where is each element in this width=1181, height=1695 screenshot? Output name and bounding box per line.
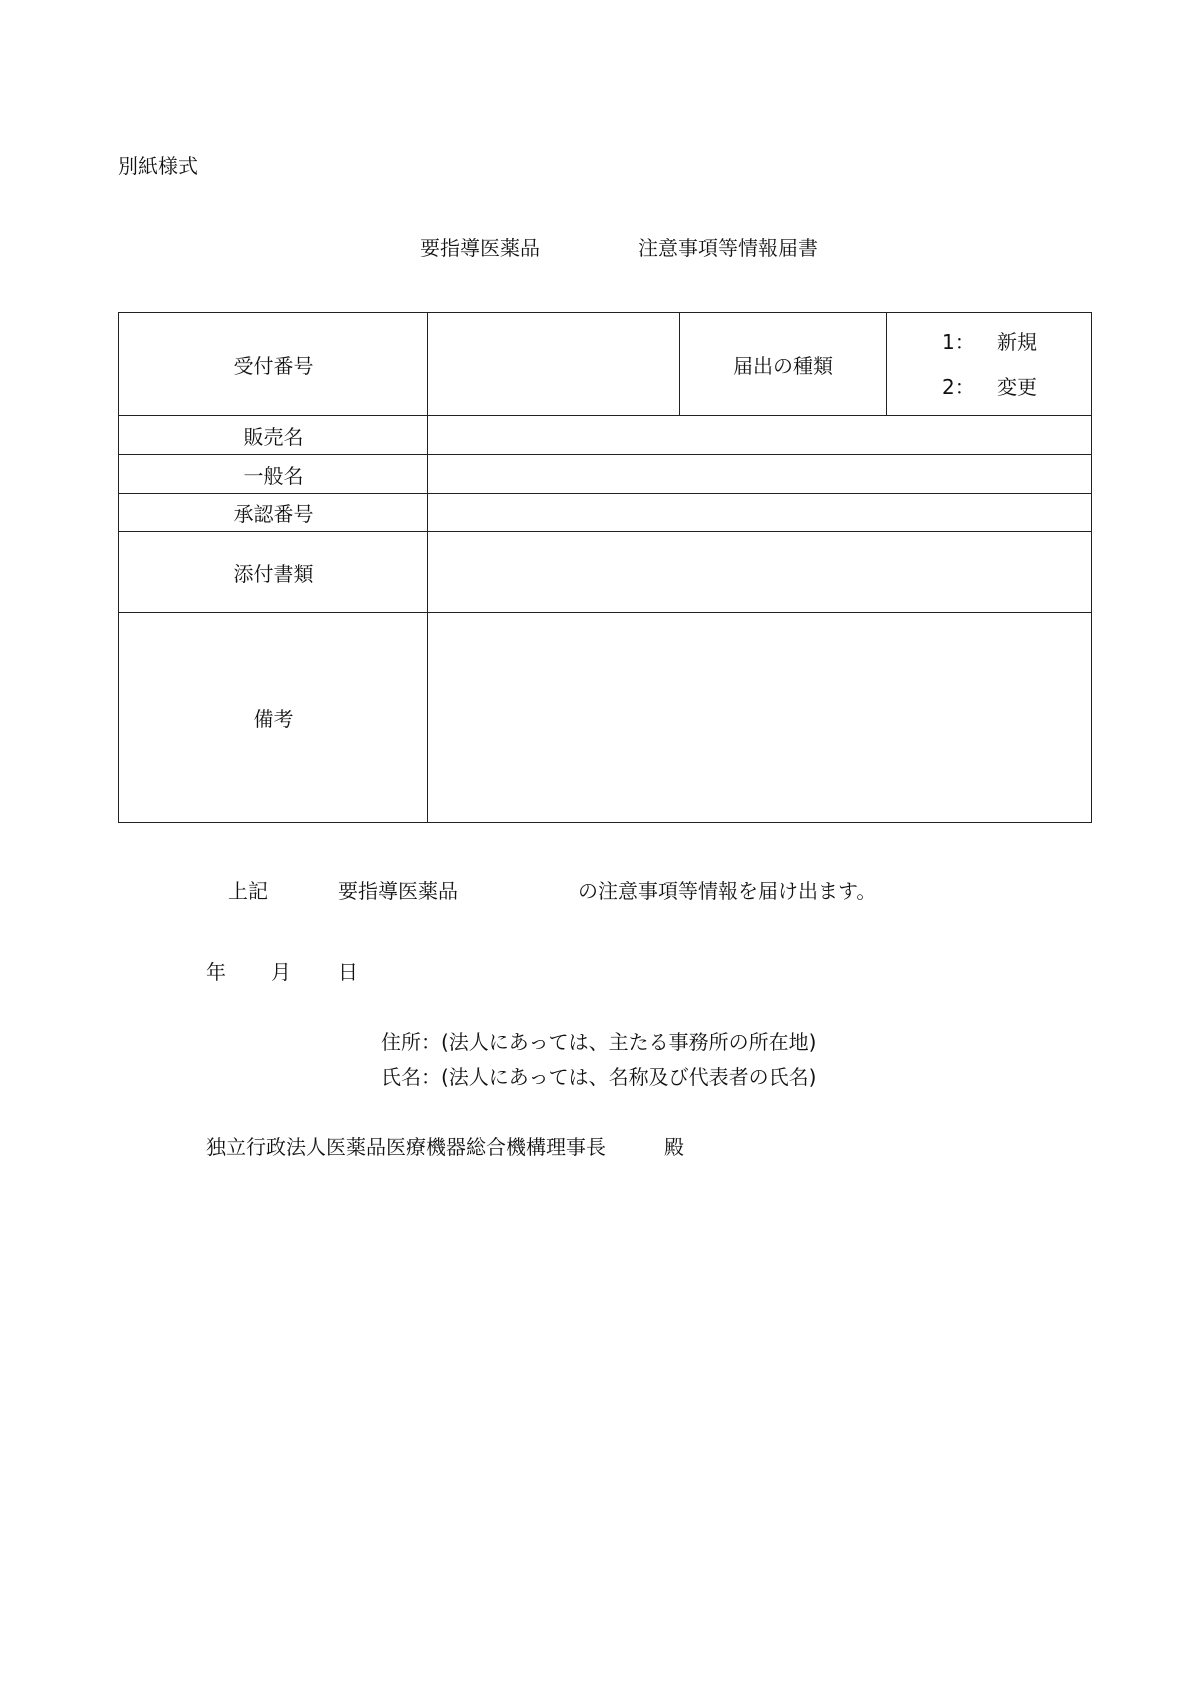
receipt-number-label-cell [119, 313, 428, 415]
date-month: 月 [271, 960, 291, 984]
option-label-change[interactable]: 変更 [997, 375, 1037, 399]
notification-type-label-cell [680, 313, 886, 415]
statement-part-1: 上記 [228, 879, 268, 903]
attachments-label-cell [119, 532, 428, 612]
approval-number-label: 承認番号 [233, 502, 314, 526]
title-part-2: 注意事項等情報届書 [638, 236, 818, 260]
addressee-honorific: 殿 [664, 1135, 684, 1159]
statement-part-2: 要指導医薬品 [338, 879, 458, 903]
notification-type-label: 届出の種類 [733, 353, 833, 378]
attachments-label: 添付書類 [233, 561, 314, 586]
sales-name-label-cell [119, 416, 428, 454]
approval-number-field[interactable] [429, 494, 1091, 531]
option-label-new[interactable]: 新規 [997, 330, 1037, 354]
approval-number-label-cell [119, 494, 428, 531]
receipt-number-label: 受付番号 [233, 353, 314, 378]
option-number-change: 2： [942, 375, 975, 399]
form-label: 別紙様式 [118, 154, 198, 178]
option-number-new: 1： [942, 330, 975, 354]
notification-form-table [118, 312, 1092, 823]
generic-name-label: 一般名 [243, 463, 304, 488]
notification-type-options [887, 313, 1091, 415]
remarks-field[interactable] [429, 613, 1091, 821]
attachments-field[interactable] [429, 532, 1091, 612]
remarks-label-cell [119, 613, 428, 821]
applicant-name: 氏名：(法人にあっては、名称及び代表者の氏名) [381, 1065, 817, 1089]
addressee-name: 独立行政法人医薬品医療機器総合機構理事長 [206, 1135, 606, 1159]
sales-name-label: 販売名 [243, 424, 304, 449]
receipt-number-field[interactable] [429, 313, 679, 415]
title-part-1: 要指導医薬品 [420, 236, 540, 260]
sales-name-field[interactable] [429, 416, 1091, 454]
date-year: 年 [206, 960, 226, 984]
applicant-address: 住所：(法人にあっては、主たる事務所の所在地) [381, 1030, 817, 1054]
generic-name-label-cell [119, 455, 428, 493]
statement-part-3: の注意事項等情報を届け出ます。 [578, 879, 877, 903]
generic-name-field[interactable] [429, 455, 1091, 493]
date-day: 日 [338, 960, 358, 984]
remarks-label: 備考 [253, 706, 294, 731]
